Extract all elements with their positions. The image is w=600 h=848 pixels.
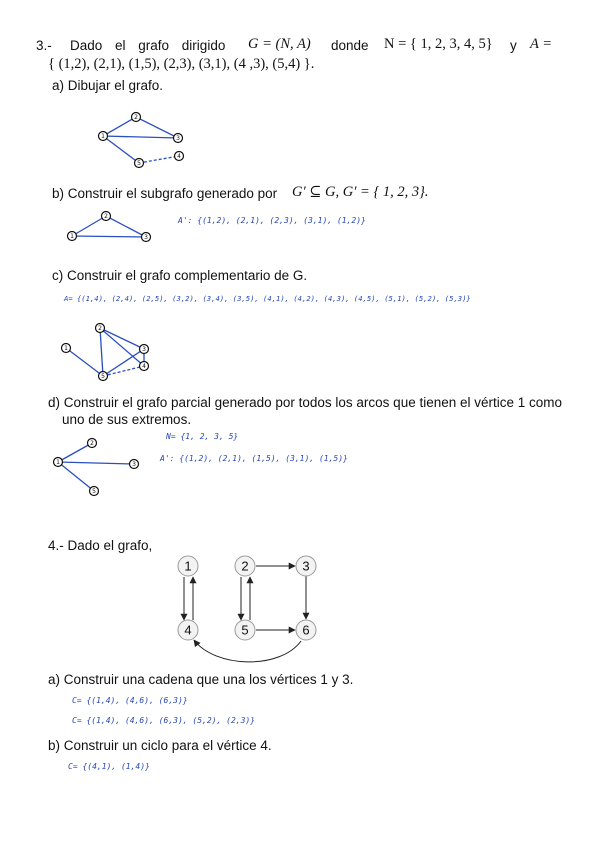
ex3-number: 3.- bbox=[36, 38, 52, 53]
svg-text:1: 1 bbox=[56, 459, 60, 467]
svg-text:3: 3 bbox=[302, 558, 310, 574]
ex4-a-label: a) Construir una cadena que una los vértices 1 y 3. bbox=[48, 672, 354, 687]
ex3-c-graph bbox=[56, 318, 156, 384]
ex3-arc-set: { (1,2), (2,1), (1,5), (2,3), (3,1), (4 ,3), (5,4) }. bbox=[48, 56, 315, 72]
svg-text:3: 3 bbox=[132, 461, 136, 469]
svg-text:2: 2 bbox=[104, 213, 108, 221]
ex3-b-answer: A': {(1,2), (2,1), (2,3), (3,1), (1,2)} bbox=[178, 216, 366, 225]
svg-text:4: 4 bbox=[142, 363, 146, 371]
ex3-a-node-5 bbox=[135, 159, 144, 168]
ex3-graph-def: G = (N, A) bbox=[248, 36, 311, 52]
ex3-a-graph bbox=[90, 104, 200, 174]
ex3-c-node-1 bbox=[62, 344, 71, 353]
svg-text:5: 5 bbox=[101, 373, 105, 381]
ex3-c-node-5 bbox=[99, 372, 108, 381]
ex4-b-answer: C= {(4,1), (1,4)} bbox=[68, 762, 150, 771]
ex4-graph bbox=[160, 550, 330, 670]
ex4-node-3 bbox=[296, 556, 316, 576]
svg-text:2: 2 bbox=[90, 440, 94, 448]
svg-text:1: 1 bbox=[70, 233, 74, 241]
ex3-b-node-3 bbox=[142, 233, 151, 242]
ex3-node-set: N = { 1, 2, 3, 4, 5} bbox=[384, 36, 493, 52]
ex4-node-1 bbox=[178, 556, 198, 576]
svg-text:3: 3 bbox=[176, 135, 180, 143]
svg-text:5: 5 bbox=[137, 160, 141, 168]
ex3-c-answer: A= {(1,4), (2,4), (2,5), (3,2), (3,4), (3,5), (4,1), (4,2), (4,3), (4,5), (5,1), (5,2), (5,3)} bbox=[64, 294, 471, 303]
ex3-b-node-1 bbox=[68, 232, 77, 241]
svg-text:5: 5 bbox=[92, 488, 96, 496]
svg-text:1: 1 bbox=[184, 558, 192, 574]
ex3-b-math: G′ ⊆ G, G′ = { 1, 2, 3}. bbox=[292, 184, 429, 200]
ex3-a-node-3 bbox=[174, 134, 183, 143]
ex3-d-graph bbox=[46, 434, 146, 500]
ex3-d-label-line2: uno de sus extremos. bbox=[62, 412, 192, 427]
ex3-c-node-2 bbox=[96, 324, 105, 333]
ex3-d-answer-arcs: A': {(1,2), (2,1), (1,5), (3,1), (1,5)} bbox=[160, 454, 348, 463]
ex3-c-node-4 bbox=[140, 362, 149, 371]
svg-text:3: 3 bbox=[144, 234, 148, 242]
ex3-d-node-5 bbox=[90, 487, 99, 496]
ex4-node-5 bbox=[235, 620, 255, 640]
svg-text:2: 2 bbox=[241, 558, 249, 574]
svg-text:2: 2 bbox=[134, 114, 138, 122]
ex3-c-label: c) Construir el grafo complementario de G. bbox=[52, 268, 308, 283]
ex4-a-answer-2: C= {(1,4), (4,6), (6,3), (5,2), (2,3)} bbox=[72, 716, 256, 725]
ex3-b-graph bbox=[58, 206, 168, 248]
ex3-d-node-1 bbox=[54, 458, 63, 467]
ex3-d-label-line1: d) Construir el grafo parcial generado por todos los arcos que tienen el vértice 1 como bbox=[48, 395, 563, 410]
ex3-and: y bbox=[510, 38, 517, 53]
svg-text:2: 2 bbox=[98, 325, 102, 333]
ex3-a-node-2 bbox=[132, 113, 141, 122]
ex3-b-node-2 bbox=[102, 212, 111, 221]
ex4-node-4 bbox=[178, 620, 198, 640]
ex3-b-label: b) Construir el subgrafo generado por bbox=[52, 186, 278, 201]
ex4-a-answer-1: C= {(1,4), (4,6), (6,3)} bbox=[72, 696, 188, 705]
ex4-title: 4.- Dado el grafo, bbox=[48, 538, 153, 553]
svg-text:4: 4 bbox=[184, 622, 192, 638]
ex3-a-node-1 bbox=[99, 132, 108, 141]
svg-text:6: 6 bbox=[302, 622, 310, 638]
ex3-d-node-2 bbox=[88, 439, 97, 448]
svg-text:3: 3 bbox=[142, 346, 146, 354]
svg-text:4: 4 bbox=[177, 153, 181, 161]
ex3-a-node-4 bbox=[175, 152, 184, 161]
ex4-b-label: b) Construir un ciclo para el vértice 4. bbox=[48, 738, 272, 753]
svg-text:5: 5 bbox=[241, 622, 249, 638]
svg-text:1: 1 bbox=[101, 133, 105, 141]
ex3-where: donde bbox=[331, 38, 369, 53]
ex3-d-node-3 bbox=[130, 460, 139, 469]
svg-text:1: 1 bbox=[64, 345, 68, 353]
ex4-node-6 bbox=[296, 620, 316, 640]
ex3-statement-text: Dado el grafo dirigido bbox=[70, 38, 226, 53]
ex3-c-node-3 bbox=[140, 345, 149, 354]
ex3-d-answer-nodes: N= {1, 2, 3, 5} bbox=[166, 432, 239, 441]
ex4-node-2 bbox=[235, 556, 255, 576]
ex3-a-label: a) Dibujar el grafo. bbox=[52, 78, 164, 93]
ex3-arc-label: A = bbox=[530, 36, 553, 52]
